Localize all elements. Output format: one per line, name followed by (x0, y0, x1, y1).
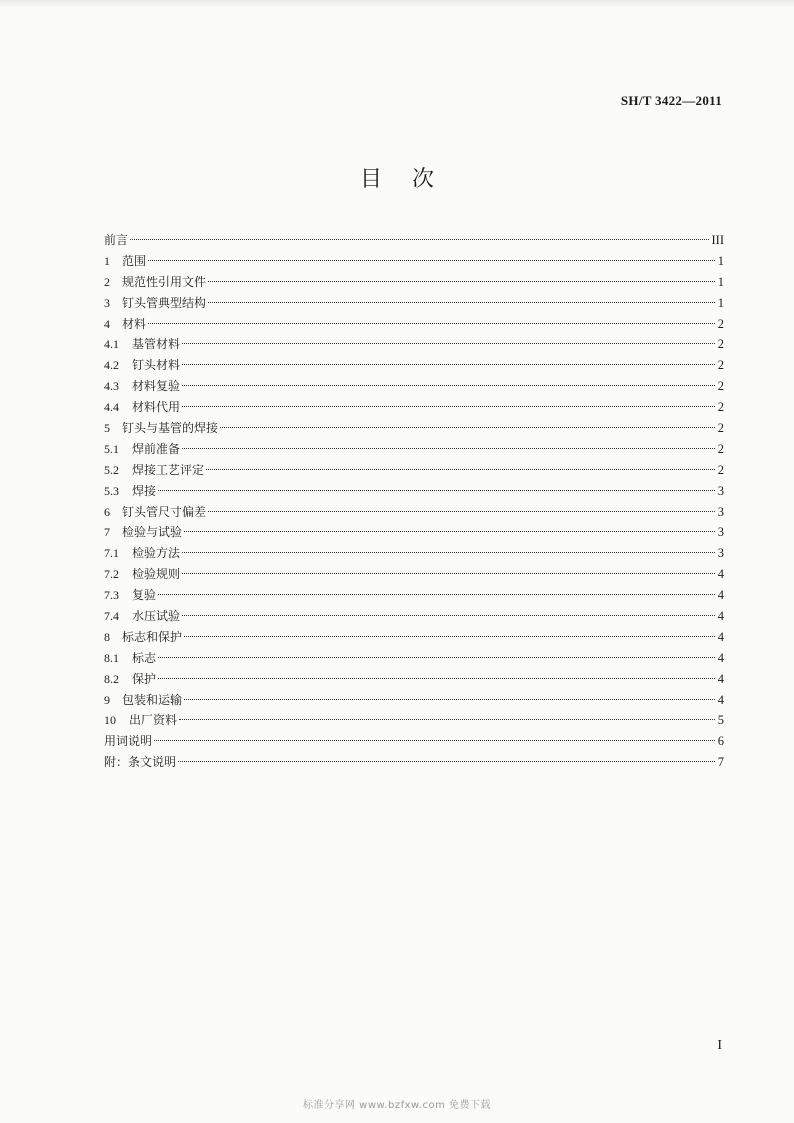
toc-entry[interactable] (104, 585, 724, 606)
toc-entry-label: 焊接 (132, 483, 157, 498)
toc-entry[interactable] (104, 752, 724, 773)
toc-entry-label: 焊接工艺评定 (132, 462, 205, 477)
toc-entry-label: 用词说明 (104, 734, 153, 749)
toc-entry[interactable] (104, 293, 724, 314)
toc-entry-page: 4 (717, 629, 724, 644)
scan-edge (0, 0, 794, 8)
toc-leader-dots (184, 531, 715, 532)
toc-leader-dots (158, 490, 715, 491)
toc-entry[interactable] (104, 710, 724, 731)
toc-entry[interactable] (104, 355, 724, 376)
toc-entry-page: 4 (717, 692, 724, 707)
toc-entry-page: 3 (717, 504, 724, 519)
toc-entry-number: 3 (104, 295, 110, 310)
toc-entry[interactable] (104, 314, 724, 335)
toc-entry-number: 7.3 (104, 588, 119, 603)
toc-leader-dots (182, 385, 715, 386)
toc-entry-number: 4.2 (104, 358, 119, 373)
toc-entry-number: 5.1 (104, 441, 119, 456)
toc-entry-number: 4.3 (104, 379, 119, 394)
toc-leader-dots (178, 761, 715, 762)
toc-entry-label: 检验方法 (132, 546, 181, 561)
toc-leader-dots (208, 281, 715, 282)
toc-entry-number: 9 (104, 692, 110, 707)
toc-entry-page: 4 (717, 588, 724, 603)
toc-entry-label: 标志和保护 (122, 629, 183, 644)
toc-entry-number: 4.1 (104, 337, 119, 352)
toc-leader-dots (182, 552, 715, 553)
toc-leader-dots (182, 615, 715, 616)
toc-entry-number: 5.3 (104, 483, 119, 498)
toc-entry-label: 包装和运输 (122, 692, 183, 707)
toc-entry-label: 钉头材料 (132, 358, 181, 373)
toc-leader-dots (184, 699, 715, 700)
toc-entry[interactable] (104, 564, 724, 585)
toc-entry[interactable] (104, 648, 724, 669)
toc-entry-number: 4.4 (104, 400, 119, 415)
toc-entry-number: 7.2 (104, 567, 119, 582)
toc-entry-page: 2 (717, 421, 724, 436)
toc-entry-label: 出厂资料 (129, 713, 178, 728)
toc-leader-dots (148, 323, 715, 324)
toc-entry-page: 1 (717, 295, 724, 310)
toc-entry[interactable] (104, 669, 724, 690)
toc-entry-page: 4 (717, 567, 724, 582)
toc-entry[interactable] (104, 522, 724, 543)
toc-entry-label: 材料 (122, 316, 147, 331)
toc-entry-page: 1 (717, 253, 724, 268)
page-title: 目次 (359, 167, 464, 192)
toc-leader-dots (182, 343, 715, 344)
toc-entry[interactable] (104, 272, 724, 293)
toc-entry-label: 范围 (122, 253, 147, 268)
toc-entry-page: 2 (717, 337, 724, 352)
toc-entry[interactable] (104, 543, 724, 564)
toc-leader-dots (158, 594, 715, 595)
toc-entry-label: 复验 (132, 588, 157, 603)
toc-leader-dots (206, 469, 715, 470)
standard-code: SH/T 3422—2011 (620, 93, 722, 108)
toc-entry-number: 2 (104, 274, 110, 289)
toc-entry-number: 8 (104, 629, 110, 644)
toc-entry[interactable] (104, 439, 724, 460)
toc-entry-page: 4 (717, 650, 724, 665)
toc-entry-page: 2 (717, 379, 724, 394)
toc-entry-label: 检验规则 (132, 567, 181, 582)
toc-entry-page: 4 (717, 609, 724, 624)
toc-entry[interactable] (104, 690, 724, 711)
toc-entry[interactable] (104, 481, 724, 502)
toc-entry-page: 3 (717, 525, 724, 540)
toc-entry-page: 2 (717, 441, 724, 456)
toc-entry-label: 前言 (104, 233, 129, 247)
table-of-contents (104, 230, 724, 773)
toc-leader-dots (182, 364, 715, 365)
toc-entry-number: 7 (104, 525, 110, 540)
toc-entry[interactable] (104, 627, 724, 648)
toc-entry-number: 7.4 (104, 609, 119, 624)
toc-entry-label: 钉头与基管的焊接 (122, 421, 219, 436)
toc-entry-page: 7 (717, 755, 724, 770)
toc-entry[interactable] (104, 606, 724, 627)
toc-entry-number: 5.2 (104, 462, 119, 477)
toc-entry-page: 3 (717, 483, 724, 498)
toc-entry[interactable] (104, 376, 724, 397)
toc-leader-dots (154, 740, 715, 741)
toc-entry[interactable] (104, 397, 724, 418)
toc-leader-dots (220, 427, 715, 428)
toc-entry-number: 10 (104, 713, 116, 728)
toc-entry-number: 7.1 (104, 546, 119, 561)
toc-entry-page: 2 (717, 400, 724, 415)
toc-leader-dots (148, 260, 715, 261)
footer-watermark: 标准分享网 www.bzfxw.com 免费下载 (303, 1100, 491, 1111)
toc-leader-dots (208, 511, 715, 512)
toc-entry-page: 5 (717, 713, 724, 728)
toc-leader-dots (208, 302, 715, 303)
toc-leader-dots (184, 636, 715, 637)
toc-entry[interactable] (104, 418, 724, 439)
toc-entry-page: 6 (717, 734, 724, 749)
toc-entry-number: 4 (104, 316, 110, 331)
toc-entry[interactable] (104, 502, 724, 523)
toc-entry-label: 钉头管尺寸偏差 (122, 504, 207, 519)
toc-entry-page: 1 (717, 274, 724, 289)
toc-leader-dots (182, 573, 715, 574)
toc-entry-page: 2 (717, 462, 724, 477)
toc-entry-number: 8.1 (104, 650, 119, 665)
toc-entry-label: 检验与试验 (122, 525, 183, 540)
toc-leader-dots (158, 678, 715, 679)
toc-leader-dots (130, 239, 708, 240)
toc-entry[interactable] (104, 230, 724, 251)
toc-leader-dots (182, 448, 715, 449)
toc-entry[interactable] (104, 251, 724, 272)
toc-entry-number: 6 (104, 504, 110, 519)
toc-entry-label: 附：条文说明 (104, 755, 177, 770)
toc-entry-label: 保护 (132, 671, 157, 686)
toc-leader-dots (179, 719, 715, 720)
toc-entry-page: 2 (717, 316, 724, 331)
toc-entry[interactable] (104, 460, 724, 481)
toc-entry-label: 水压试验 (132, 609, 181, 624)
toc-entry-label: 钉头管典型结构 (122, 295, 207, 310)
toc-entry-label: 材料代用 (132, 400, 181, 415)
toc-entry-number: 8.2 (104, 671, 119, 686)
toc-entry-label: 规范性引用文件 (122, 274, 207, 289)
toc-entry[interactable] (104, 731, 724, 752)
toc-entry-number: 1 (104, 253, 110, 268)
toc-leader-dots (158, 657, 715, 658)
toc-entry[interactable] (104, 334, 724, 355)
page-number: I (717, 1038, 722, 1053)
toc-entry-page: III (711, 233, 724, 247)
toc-entry-number: 5 (104, 421, 110, 436)
toc-entry-label: 材料复验 (132, 379, 181, 394)
toc-entry-page: 2 (717, 358, 724, 373)
toc-leader-dots (182, 406, 715, 407)
toc-entry-label: 标志 (132, 650, 157, 665)
toc-entry-label: 基管材料 (132, 337, 181, 352)
toc-entry-page: 4 (717, 671, 724, 686)
toc-entry-label: 焊前准备 (132, 441, 181, 456)
toc-entry-page: 3 (717, 546, 724, 561)
